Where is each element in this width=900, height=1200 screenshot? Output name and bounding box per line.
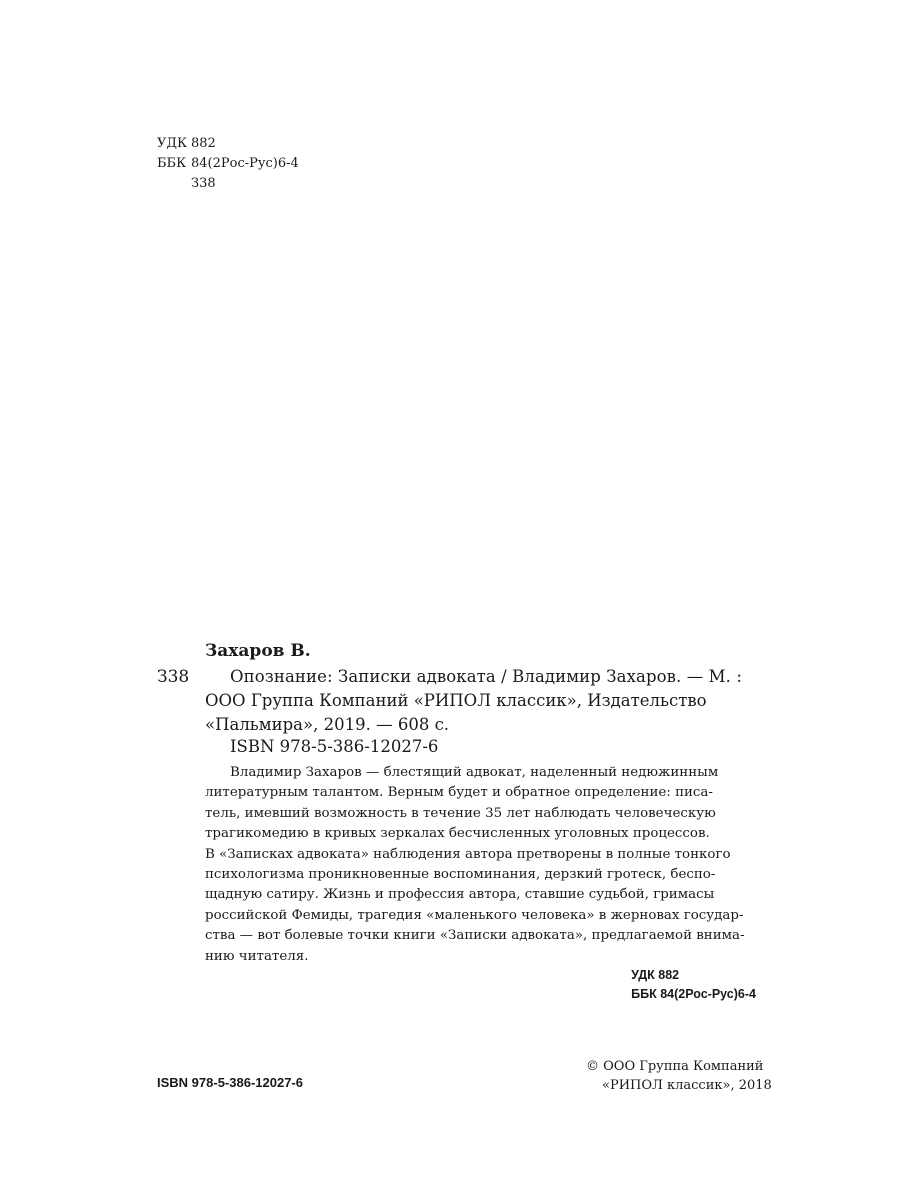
annotation-line: щадную сатиру. Жизнь и профессия автора, ставшие судьбой, гримасы bbox=[205, 887, 715, 903]
bbk-row bbox=[157, 154, 299, 174]
card-udk: УДК 882 bbox=[631, 968, 680, 982]
bib-line: «Пальмира», 2019. — 608 с. bbox=[205, 715, 450, 734]
annotation-line: ства — вот болевые точки книги «Записки адвоката», предлагаемой внима- bbox=[205, 928, 745, 944]
bib-line: ООО Группа Компаний «РИПОЛ классик», Издательство bbox=[205, 691, 707, 710]
bbk-label: ББК bbox=[157, 156, 187, 171]
bibliographic-description bbox=[205, 665, 765, 737]
annotation-line: нию читателя. bbox=[205, 948, 309, 964]
author-heading: Захаров В. bbox=[205, 641, 311, 661]
author-mark-top: З38 bbox=[191, 176, 216, 191]
card-classification bbox=[631, 966, 756, 1004]
copyright-line: «РИПОЛ классик», 2018 bbox=[602, 1078, 772, 1093]
annotation-line: В «Записках адвоката» наблюдения автора претворены в полные тонкого bbox=[205, 846, 731, 862]
udk-value: 882 bbox=[191, 136, 216, 151]
copyright-line: © ООО Группа Компаний bbox=[586, 1059, 764, 1074]
annotation-line: российской Фемиды, трагедия «маленького человека» в жерновах государ- bbox=[205, 907, 744, 923]
copyright-notice bbox=[586, 1057, 772, 1095]
isbn-footer: ISBN 978-5-386-12027-6 bbox=[157, 1075, 303, 1090]
udk-row bbox=[157, 134, 299, 154]
bib-line: Опознание: Записки адвоката / Владимир Захаров. — М. : bbox=[230, 667, 743, 686]
annotation-line: Владимир Захаров — блестящий адвокат, наделенный недюжинным bbox=[230, 765, 719, 780]
annotation bbox=[205, 763, 760, 967]
author-mark: З38 bbox=[157, 667, 190, 687]
udk-label: УДК bbox=[157, 136, 188, 151]
bbk-value: 84(2Рос-Рус)6-4 bbox=[191, 156, 299, 171]
annotation-line: психологизма проникновенные воспоминания, дерзкий гротеск, беспо- bbox=[205, 867, 716, 883]
classification-block bbox=[157, 134, 299, 194]
isbn-card: ISBN 978-5-386-12027-6 bbox=[230, 737, 439, 756]
annotation-line: литературным талантом. Верным будет и обратное определение: писа- bbox=[205, 785, 713, 801]
card-bbk: ББК 84(2Рос-Рус)6-4 bbox=[631, 987, 756, 1001]
annotation-line: тель, имевший возможность в течение 35 лет наблюдать человеческую bbox=[205, 805, 716, 821]
annotation-line: трагикомедию в кривых зеркалах бесчисленных уголовных процессов. bbox=[205, 826, 710, 842]
